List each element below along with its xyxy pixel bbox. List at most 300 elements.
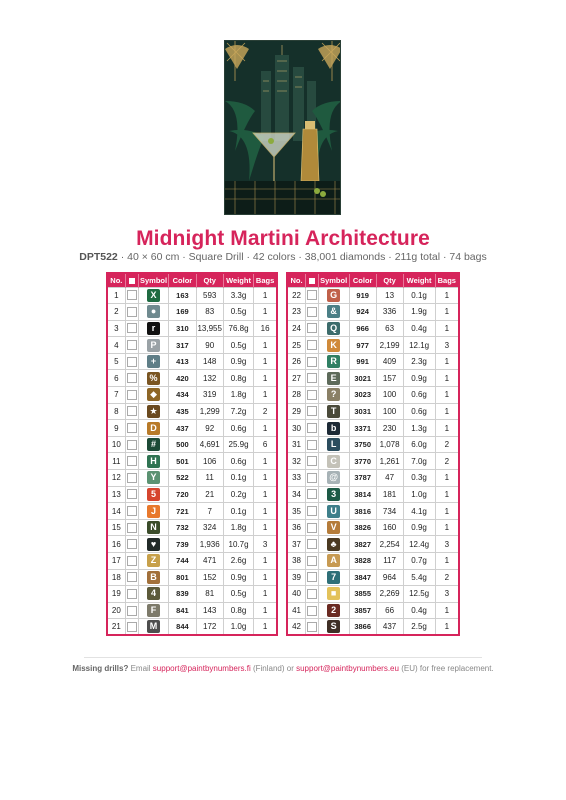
row-weight: 7.2g bbox=[223, 403, 253, 420]
row-bags: 2 bbox=[254, 403, 277, 420]
row-number: 14 bbox=[107, 503, 125, 520]
table-row bbox=[107, 536, 277, 553]
row-color-code: 3814 bbox=[349, 486, 376, 503]
row-number: 35 bbox=[287, 503, 306, 520]
row-weight: 0.3g bbox=[403, 470, 435, 487]
row-quantity: 471 bbox=[196, 553, 223, 570]
product-code: DPT522 bbox=[79, 251, 118, 263]
row-number: 29 bbox=[287, 403, 306, 420]
row-checkbox-cell bbox=[306, 403, 318, 420]
row-checkbox-cell bbox=[306, 420, 318, 437]
drill-symbol-icon: R bbox=[327, 355, 340, 368]
table-row bbox=[107, 370, 277, 387]
row-quantity: 83 bbox=[196, 304, 223, 321]
row-weight: 0.2g bbox=[223, 486, 253, 503]
row-symbol-cell bbox=[138, 320, 168, 337]
drill-checkbox[interactable] bbox=[307, 406, 317, 416]
row-quantity: 230 bbox=[376, 420, 403, 437]
row-symbol-cell bbox=[318, 503, 349, 520]
row-weight: 4.1g bbox=[403, 503, 435, 520]
row-bags: 1 bbox=[254, 553, 277, 570]
row-checkbox-cell bbox=[306, 337, 318, 354]
table-header-row bbox=[287, 273, 459, 287]
drill-checkbox[interactable] bbox=[127, 323, 137, 333]
table-row bbox=[287, 304, 459, 321]
drill-symbol-icon: V bbox=[327, 521, 340, 534]
drill-checkbox[interactable] bbox=[127, 357, 137, 367]
row-checkbox-cell bbox=[306, 287, 318, 304]
row-number: 27 bbox=[287, 370, 306, 387]
row-number: 12 bbox=[107, 470, 125, 487]
drill-checkbox[interactable] bbox=[127, 473, 137, 483]
row-symbol-cell bbox=[318, 536, 349, 553]
row-symbol-cell bbox=[138, 403, 168, 420]
row-checkbox-cell bbox=[125, 337, 138, 354]
artwork-illustration bbox=[225, 41, 341, 215]
drill-symbol-icon: S bbox=[327, 620, 340, 633]
row-number: 1 bbox=[107, 287, 125, 304]
row-weight: 1.0g bbox=[223, 619, 253, 636]
row-quantity: 1,936 bbox=[196, 536, 223, 553]
drill-symbol-icon: & bbox=[327, 305, 340, 318]
row-bags: 1 bbox=[435, 370, 459, 387]
row-bags: 1 bbox=[435, 553, 459, 570]
row-quantity: 100 bbox=[376, 403, 403, 420]
drill-symbol-icon: K bbox=[327, 339, 340, 352]
row-weight: 1.9g bbox=[403, 304, 435, 321]
row-number: 28 bbox=[287, 387, 306, 404]
table-row bbox=[107, 470, 277, 487]
row-symbol-cell bbox=[318, 353, 349, 370]
row-checkbox-cell bbox=[306, 470, 318, 487]
row-bags: 1 bbox=[254, 287, 277, 304]
row-checkbox-cell bbox=[125, 553, 138, 570]
drill-symbol-icon: H bbox=[147, 455, 160, 468]
table-row bbox=[107, 503, 277, 520]
row-weight: 2.3g bbox=[403, 353, 435, 370]
drill-checkbox[interactable] bbox=[307, 473, 317, 483]
row-weight: 0.5g bbox=[223, 586, 253, 603]
table-row bbox=[287, 569, 459, 586]
row-symbol-cell bbox=[138, 470, 168, 487]
row-bags: 1 bbox=[254, 602, 277, 619]
row-checkbox-cell bbox=[125, 470, 138, 487]
drill-checkbox[interactable] bbox=[127, 340, 137, 350]
header-no: No. bbox=[107, 273, 125, 287]
drill-checkbox[interactable] bbox=[127, 307, 137, 317]
row-checkbox-cell bbox=[306, 619, 318, 636]
row-quantity: 66 bbox=[376, 602, 403, 619]
drill-checkbox[interactable] bbox=[307, 390, 317, 400]
drill-symbol-icon: ★ bbox=[147, 405, 160, 418]
drill-checkbox[interactable] bbox=[127, 622, 137, 632]
row-bags: 1 bbox=[435, 619, 459, 636]
row-checkbox-cell bbox=[306, 353, 318, 370]
table-row bbox=[107, 287, 277, 304]
row-number: 20 bbox=[107, 602, 125, 619]
table-row bbox=[107, 569, 277, 586]
row-bags: 1 bbox=[254, 486, 277, 503]
drill-symbol-icon: U bbox=[327, 505, 340, 518]
header-check bbox=[125, 273, 138, 287]
row-color-code: 3770 bbox=[349, 453, 376, 470]
row-quantity: 11 bbox=[196, 470, 223, 487]
table-row bbox=[107, 436, 277, 453]
table-body-left bbox=[107, 287, 277, 635]
row-checkbox-cell bbox=[125, 586, 138, 603]
row-checkbox-cell bbox=[306, 320, 318, 337]
drill-checkbox[interactable] bbox=[307, 523, 317, 533]
row-bags: 1 bbox=[254, 353, 277, 370]
row-color-code: 3828 bbox=[349, 553, 376, 570]
row-color-code: 3750 bbox=[349, 436, 376, 453]
row-symbol-cell bbox=[318, 553, 349, 570]
table-row bbox=[107, 602, 277, 619]
row-checkbox-cell bbox=[125, 503, 138, 520]
drill-checkbox[interactable] bbox=[127, 589, 137, 599]
row-weight: 0.1g bbox=[403, 287, 435, 304]
row-checkbox-cell bbox=[125, 519, 138, 536]
table-row bbox=[287, 453, 459, 470]
drill-checkbox[interactable] bbox=[307, 373, 317, 383]
row-color-code: 3847 bbox=[349, 569, 376, 586]
checkbox-header-icon bbox=[309, 278, 315, 284]
drill-symbol-icon: G bbox=[327, 289, 340, 302]
row-color-code: 434 bbox=[169, 387, 196, 404]
row-color-code: 3371 bbox=[349, 420, 376, 437]
row-checkbox-cell bbox=[125, 353, 138, 370]
row-quantity: 100 bbox=[376, 387, 403, 404]
header-symbol: Symbol bbox=[318, 273, 349, 287]
drill-symbol-icon: Y bbox=[147, 471, 160, 484]
page-subtitle bbox=[0, 251, 566, 263]
row-bags: 1 bbox=[435, 320, 459, 337]
drill-checkbox[interactable] bbox=[307, 340, 317, 350]
drill-symbol-icon: ♥ bbox=[147, 538, 160, 551]
header-symbol: Symbol bbox=[138, 273, 168, 287]
table-row bbox=[107, 486, 277, 503]
row-weight: 3.3g bbox=[223, 287, 253, 304]
row-checkbox-cell bbox=[125, 536, 138, 553]
row-number: 5 bbox=[107, 353, 125, 370]
table-row bbox=[287, 553, 459, 570]
row-color-code: 169 bbox=[169, 304, 196, 321]
footer-text-2: (Finland) or bbox=[250, 664, 297, 673]
drill-checkbox[interactable] bbox=[307, 622, 317, 632]
drill-checkbox[interactable] bbox=[307, 423, 317, 433]
drill-symbol-icon: C bbox=[327, 455, 340, 468]
row-quantity: 117 bbox=[376, 553, 403, 570]
row-number: 11 bbox=[107, 453, 125, 470]
drill-checkbox[interactable] bbox=[127, 290, 137, 300]
drill-checkbox[interactable] bbox=[307, 307, 317, 317]
row-number: 33 bbox=[287, 470, 306, 487]
row-number: 8 bbox=[107, 403, 125, 420]
row-weight: 0.6g bbox=[223, 453, 253, 470]
drill-symbol-icon: Z bbox=[147, 554, 160, 567]
row-checkbox-cell bbox=[125, 602, 138, 619]
row-quantity: 132 bbox=[196, 370, 223, 387]
drill-symbol-icon: ◆ bbox=[147, 388, 160, 401]
row-weight: 1.8g bbox=[223, 519, 253, 536]
row-checkbox-cell bbox=[125, 486, 138, 503]
drill-checkbox[interactable] bbox=[127, 423, 137, 433]
row-number: 2 bbox=[107, 304, 125, 321]
row-bags: 1 bbox=[435, 304, 459, 321]
row-weight: 1.0g bbox=[403, 486, 435, 503]
header-color: Color bbox=[169, 273, 196, 287]
row-number: 6 bbox=[107, 370, 125, 387]
row-quantity: 47 bbox=[376, 470, 403, 487]
row-weight: 0.5g bbox=[223, 304, 253, 321]
row-checkbox-cell bbox=[125, 619, 138, 636]
row-number: 15 bbox=[107, 519, 125, 536]
drill-checkbox[interactable] bbox=[307, 357, 317, 367]
row-bags: 1 bbox=[254, 503, 277, 520]
drill-checkbox[interactable] bbox=[307, 290, 317, 300]
drill-checkbox[interactable] bbox=[127, 523, 137, 533]
row-bags: 1 bbox=[254, 370, 277, 387]
header-color: Color bbox=[349, 273, 376, 287]
product-details: · 40 × 60 cm · Square Drill · 42 colors · 38,001 diamonds · 211g total · 74 bags bbox=[117, 251, 487, 263]
drill-symbol-icon: % bbox=[147, 372, 160, 385]
row-checkbox-cell bbox=[306, 503, 318, 520]
table-row bbox=[287, 586, 459, 603]
row-color-code: 924 bbox=[349, 304, 376, 321]
row-color-code: 841 bbox=[169, 602, 196, 619]
row-checkbox-cell bbox=[125, 453, 138, 470]
drill-symbol-icon: T bbox=[327, 405, 340, 418]
drill-checkbox[interactable] bbox=[127, 506, 137, 516]
row-quantity: 324 bbox=[196, 519, 223, 536]
row-color-code: 420 bbox=[169, 370, 196, 387]
drill-symbol-icon: r bbox=[147, 322, 160, 335]
row-color-code: 720 bbox=[169, 486, 196, 503]
row-quantity: 2,199 bbox=[376, 337, 403, 354]
table-row bbox=[287, 519, 459, 536]
row-color-code: 435 bbox=[169, 403, 196, 420]
drill-symbol-icon: b bbox=[327, 422, 340, 435]
row-symbol-cell bbox=[318, 420, 349, 437]
drill-checkbox[interactable] bbox=[307, 606, 317, 616]
row-number: 25 bbox=[287, 337, 306, 354]
row-symbol-cell bbox=[138, 619, 168, 636]
drill-checkbox[interactable] bbox=[127, 572, 137, 582]
row-symbol-cell bbox=[318, 602, 349, 619]
drill-checkbox[interactable] bbox=[307, 589, 317, 599]
table-row bbox=[287, 287, 459, 304]
row-symbol-cell bbox=[318, 519, 349, 536]
table-row bbox=[107, 403, 277, 420]
row-quantity: 1,261 bbox=[376, 453, 403, 470]
row-checkbox-cell bbox=[125, 387, 138, 404]
drill-checkbox[interactable] bbox=[307, 489, 317, 499]
row-weight: 5.4g bbox=[403, 569, 435, 586]
drill-symbol-icon: ● bbox=[147, 305, 160, 318]
page-title: Midnight Martini Architecture bbox=[136, 227, 430, 250]
footer-lead: Missing drills? bbox=[72, 664, 129, 673]
drill-symbol-icon: ■ bbox=[327, 587, 340, 600]
support-email-eu-link[interactable]: support@paintbynumbers.eu bbox=[296, 664, 399, 673]
drill-symbol-icon: @ bbox=[327, 471, 340, 484]
table-row bbox=[287, 353, 459, 370]
header-qty: Qty bbox=[376, 273, 403, 287]
row-symbol-cell bbox=[318, 569, 349, 586]
row-bags: 1 bbox=[254, 304, 277, 321]
drill-symbol-icon: # bbox=[147, 438, 160, 451]
row-checkbox-cell bbox=[125, 420, 138, 437]
table-row bbox=[107, 553, 277, 570]
row-weight: 7.0g bbox=[403, 453, 435, 470]
row-symbol-cell bbox=[318, 370, 349, 387]
row-weight: 0.9g bbox=[403, 370, 435, 387]
drill-checkbox[interactable] bbox=[307, 506, 317, 516]
drill-checkbox[interactable] bbox=[127, 489, 137, 499]
row-checkbox-cell bbox=[125, 320, 138, 337]
drill-checkbox[interactable] bbox=[307, 572, 317, 582]
footer-divider bbox=[84, 657, 482, 658]
row-number: 39 bbox=[287, 569, 306, 586]
row-quantity: 7 bbox=[196, 503, 223, 520]
row-weight: 0.4g bbox=[403, 602, 435, 619]
row-bags: 1 bbox=[254, 619, 277, 636]
row-number: 4 bbox=[107, 337, 125, 354]
row-quantity: 143 bbox=[196, 602, 223, 619]
drill-checkbox[interactable] bbox=[307, 556, 317, 566]
table-row bbox=[107, 453, 277, 470]
header-no: No. bbox=[287, 273, 306, 287]
header-weight: Weight bbox=[403, 273, 435, 287]
row-number: 24 bbox=[287, 320, 306, 337]
row-quantity: 106 bbox=[196, 453, 223, 470]
row-symbol-cell bbox=[138, 486, 168, 503]
row-quantity: 734 bbox=[376, 503, 403, 520]
row-color-code: 317 bbox=[169, 337, 196, 354]
row-number: 13 bbox=[107, 486, 125, 503]
row-quantity: 13,955 bbox=[196, 320, 223, 337]
row-color-code: 3787 bbox=[349, 470, 376, 487]
row-symbol-cell bbox=[138, 436, 168, 453]
drill-checkbox[interactable] bbox=[307, 539, 317, 549]
row-symbol-cell bbox=[318, 586, 349, 603]
row-symbol-cell bbox=[318, 320, 349, 337]
drill-symbol-icon: N bbox=[147, 521, 160, 534]
drill-symbol-icon: ♣ bbox=[327, 538, 340, 551]
header-bags: Bags bbox=[435, 273, 459, 287]
row-checkbox-cell bbox=[125, 287, 138, 304]
row-color-code: 739 bbox=[169, 536, 196, 553]
row-symbol-cell bbox=[138, 337, 168, 354]
row-symbol-cell bbox=[138, 387, 168, 404]
footer-note bbox=[0, 664, 566, 673]
row-symbol-cell bbox=[138, 569, 168, 586]
row-symbol-cell bbox=[138, 553, 168, 570]
row-checkbox-cell bbox=[306, 602, 318, 619]
drill-symbol-icon: + bbox=[147, 355, 160, 368]
table-row bbox=[287, 486, 459, 503]
drill-symbol-icon: F bbox=[147, 604, 160, 617]
row-bags: 1 bbox=[254, 470, 277, 487]
drill-checkbox[interactable] bbox=[307, 456, 317, 466]
row-bags: 3 bbox=[435, 536, 459, 553]
drill-checkbox[interactable] bbox=[127, 539, 137, 549]
row-weight: 6.0g bbox=[403, 436, 435, 453]
table-row bbox=[107, 619, 277, 636]
row-symbol-cell bbox=[318, 287, 349, 304]
drill-checkbox[interactable] bbox=[127, 556, 137, 566]
row-color-code: 3816 bbox=[349, 503, 376, 520]
drill-symbol-icon: 2 bbox=[327, 604, 340, 617]
row-weight: 0.1g bbox=[223, 470, 253, 487]
table-row bbox=[107, 337, 277, 354]
table-row bbox=[287, 602, 459, 619]
row-color-code: 966 bbox=[349, 320, 376, 337]
row-color-code: 500 bbox=[169, 436, 196, 453]
drill-checkbox[interactable] bbox=[127, 390, 137, 400]
drill-checkbox[interactable] bbox=[307, 440, 317, 450]
table-row bbox=[107, 586, 277, 603]
row-quantity: 437 bbox=[376, 619, 403, 636]
drill-checkbox[interactable] bbox=[127, 440, 137, 450]
row-weight: 0.4g bbox=[403, 320, 435, 337]
drill-symbol-icon: X bbox=[147, 289, 160, 302]
drill-checkbox[interactable] bbox=[307, 323, 317, 333]
row-checkbox-cell bbox=[125, 569, 138, 586]
row-bags: 1 bbox=[435, 503, 459, 520]
row-quantity: 13 bbox=[376, 287, 403, 304]
drill-checkbox[interactable] bbox=[127, 606, 137, 616]
row-color-code: 163 bbox=[169, 287, 196, 304]
row-symbol-cell bbox=[138, 420, 168, 437]
row-quantity: 1,299 bbox=[196, 403, 223, 420]
row-bags: 3 bbox=[435, 586, 459, 603]
support-email-fi-link[interactable]: support@paintbynumbers.fi bbox=[152, 664, 251, 673]
table-row bbox=[287, 436, 459, 453]
row-symbol-cell bbox=[138, 536, 168, 553]
drill-checkbox[interactable] bbox=[127, 373, 137, 383]
drill-checkbox[interactable] bbox=[127, 456, 137, 466]
row-quantity: 148 bbox=[196, 353, 223, 370]
row-weight: 2.6g bbox=[223, 553, 253, 570]
row-color-code: 3023 bbox=[349, 387, 376, 404]
row-quantity: 90 bbox=[196, 337, 223, 354]
row-quantity: 4,691 bbox=[196, 436, 223, 453]
row-weight: 0.1g bbox=[223, 503, 253, 520]
row-bags: 1 bbox=[435, 519, 459, 536]
row-color-code: 501 bbox=[169, 453, 196, 470]
row-checkbox-cell bbox=[306, 387, 318, 404]
row-color-code: 919 bbox=[349, 287, 376, 304]
row-checkbox-cell bbox=[125, 403, 138, 420]
drill-checkbox[interactable] bbox=[127, 406, 137, 416]
row-checkbox-cell bbox=[306, 553, 318, 570]
row-color-code: 522 bbox=[169, 470, 196, 487]
row-quantity: 21 bbox=[196, 486, 223, 503]
table-row bbox=[287, 403, 459, 420]
row-number: 34 bbox=[287, 486, 306, 503]
row-bags: 16 bbox=[254, 320, 277, 337]
row-symbol-cell bbox=[318, 337, 349, 354]
header-qty: Qty bbox=[196, 273, 223, 287]
row-bags: 1 bbox=[254, 586, 277, 603]
table-row bbox=[287, 619, 459, 636]
artwork-preview bbox=[224, 40, 341, 215]
row-number: 16 bbox=[107, 536, 125, 553]
drill-symbol-icon: Q bbox=[327, 322, 340, 335]
row-color-code: 413 bbox=[169, 353, 196, 370]
row-quantity: 319 bbox=[196, 387, 223, 404]
row-checkbox-cell bbox=[306, 536, 318, 553]
